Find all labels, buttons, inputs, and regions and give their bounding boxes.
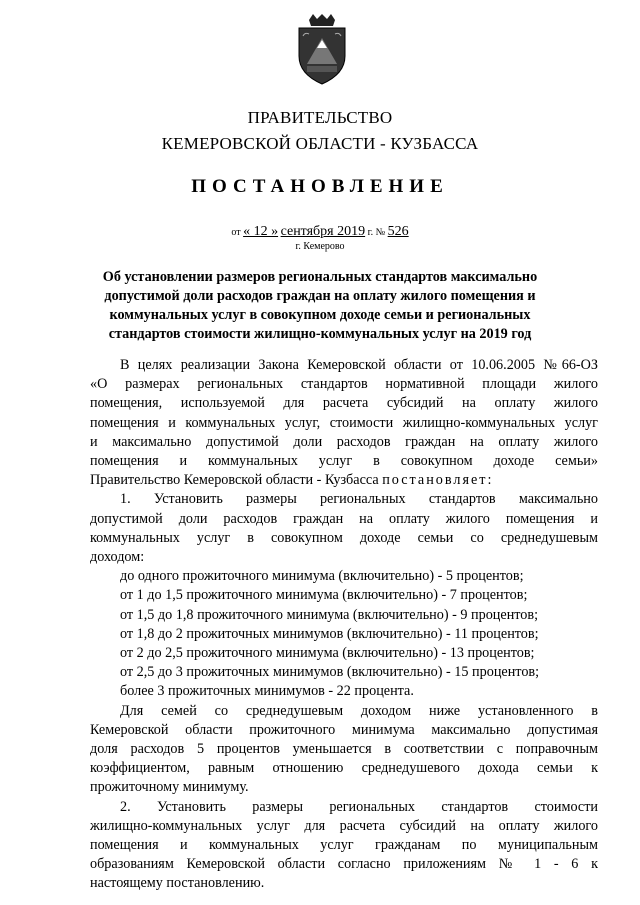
intro-line: и максимально допустимой доли расходов граждан на оплату жилого: [90, 433, 598, 450]
income-bracket-item: от 1,5 до 1,8 прожиточного минимума (включительно) - 9 процентов;: [120, 606, 539, 623]
government-name-line1: ПРАВИТЕЛЬСТВО: [247, 108, 393, 127]
document-date-line: [0, 224, 640, 240]
coat-of-arms-emblem: [295, 14, 349, 86]
paragraph2-line: коэффициентом, равным отношению среднедушевого дохода семьи к: [90, 760, 598, 777]
date-prefix: от: [231, 227, 241, 238]
intro-line: «О размерах региональных стандартов нормативной площади жилого: [90, 376, 598, 393]
income-bracket-item: от 2 до 2,5 прожиточного минимума (включительно) - 13 процентов;: [120, 645, 535, 662]
paragraph1-line: коммунальных услуг в совокупном доходе семьи со среднедушевым: [90, 529, 598, 546]
paragraph3-line: помещения и коммунальных услуг гражданам по муниципальным: [90, 837, 598, 854]
paragraph3-line: жилищно-коммунальных услуг для расчета субсидий на оплату жилого: [90, 817, 598, 834]
date-suffix: г.: [367, 227, 374, 238]
paragraph3-line: 2. Установить размеры региональных стандартов стоимости: [120, 798, 598, 815]
number-label: №: [375, 227, 386, 238]
paragraph3-last-line: настоящему постановлению.: [90, 875, 265, 892]
income-bracket-item: от 1 до 1,5 прожиточного минимума (включительно) - 7 процентов;: [120, 587, 528, 604]
paragraph1-line: допустимой доли расходов граждан на оплату жилого помещения и: [90, 510, 598, 527]
income-bracket-item: до одного прожиточного минимума (включительно) - 5 процентов;: [120, 568, 524, 585]
intro-decree-word: постановляет:: [382, 472, 494, 489]
intro-line: В целях реализации Закона Кемеровской области от 10.06.2005 №66-ОЗ: [120, 357, 598, 373]
paragraph3-line: образованиям Кемеровской области согласно приложениям № 1 - 6 к: [90, 856, 598, 873]
income-bracket-item: от 1,8 до 2 прожиточных минимумов (включительно) - 11 процентов;: [120, 625, 539, 642]
city-name: г. Кемерово: [295, 241, 345, 252]
intro-government: Правительство Кемеровской области - Кузбасса: [90, 472, 379, 489]
date-day: « 12 »: [243, 224, 279, 239]
government-name-line2: КЕМЕРОВСКОЙ ОБЛАСТИ - КУЗБАССА: [161, 134, 479, 153]
intro-last-line: [90, 471, 598, 490]
income-bracket-item: более 3 прожиточных минимумов - 22 процента.: [120, 683, 414, 700]
paragraph2-line: Для семей со среднедушевым доходом ниже установленного в: [120, 702, 598, 719]
paragraph1-last-line: доходом:: [90, 549, 145, 566]
document-title: Об установлении размеров региональных стандартов максимально допустимой доли расходов граждан на оплату жилого помещения и коммунальных услуг в совокупном доходе семьи и региональных стандартов стоимости жилищно-коммунальных услуг на 2019 год: [102, 269, 538, 342]
intro-line: помещения и коммунальных услуг, стоимости жилищно-коммунальных услуг: [90, 414, 598, 431]
intro-line: помещения, используемой для расчета субсидий на оплату жилого: [90, 395, 598, 412]
document-type: ПОСТАНОВЛЕНИЕ: [191, 176, 449, 197]
date-month-year: сентября 2019: [280, 224, 366, 239]
document-body: [90, 356, 598, 894]
paragraph1-line: 1. Установить размеры региональных стандартов максимально: [120, 491, 598, 508]
paragraph2-line: Кемеровской области прожиточного минимума максимально допустимая: [90, 721, 598, 738]
document-number: 526: [387, 224, 409, 239]
paragraph2-line: доля расходов 5 процентов уменьшается в соответствии с поправочным: [90, 741, 598, 758]
income-bracket-item: от 2,5 до 3 прожиточных минимумов (включительно) - 15 процентов;: [120, 664, 540, 681]
paragraph2-last-line: прожиточному минимуму.: [90, 779, 249, 796]
intro-line: помещения и коммунальных услуг в совокупном доходе семьи»: [90, 453, 598, 470]
